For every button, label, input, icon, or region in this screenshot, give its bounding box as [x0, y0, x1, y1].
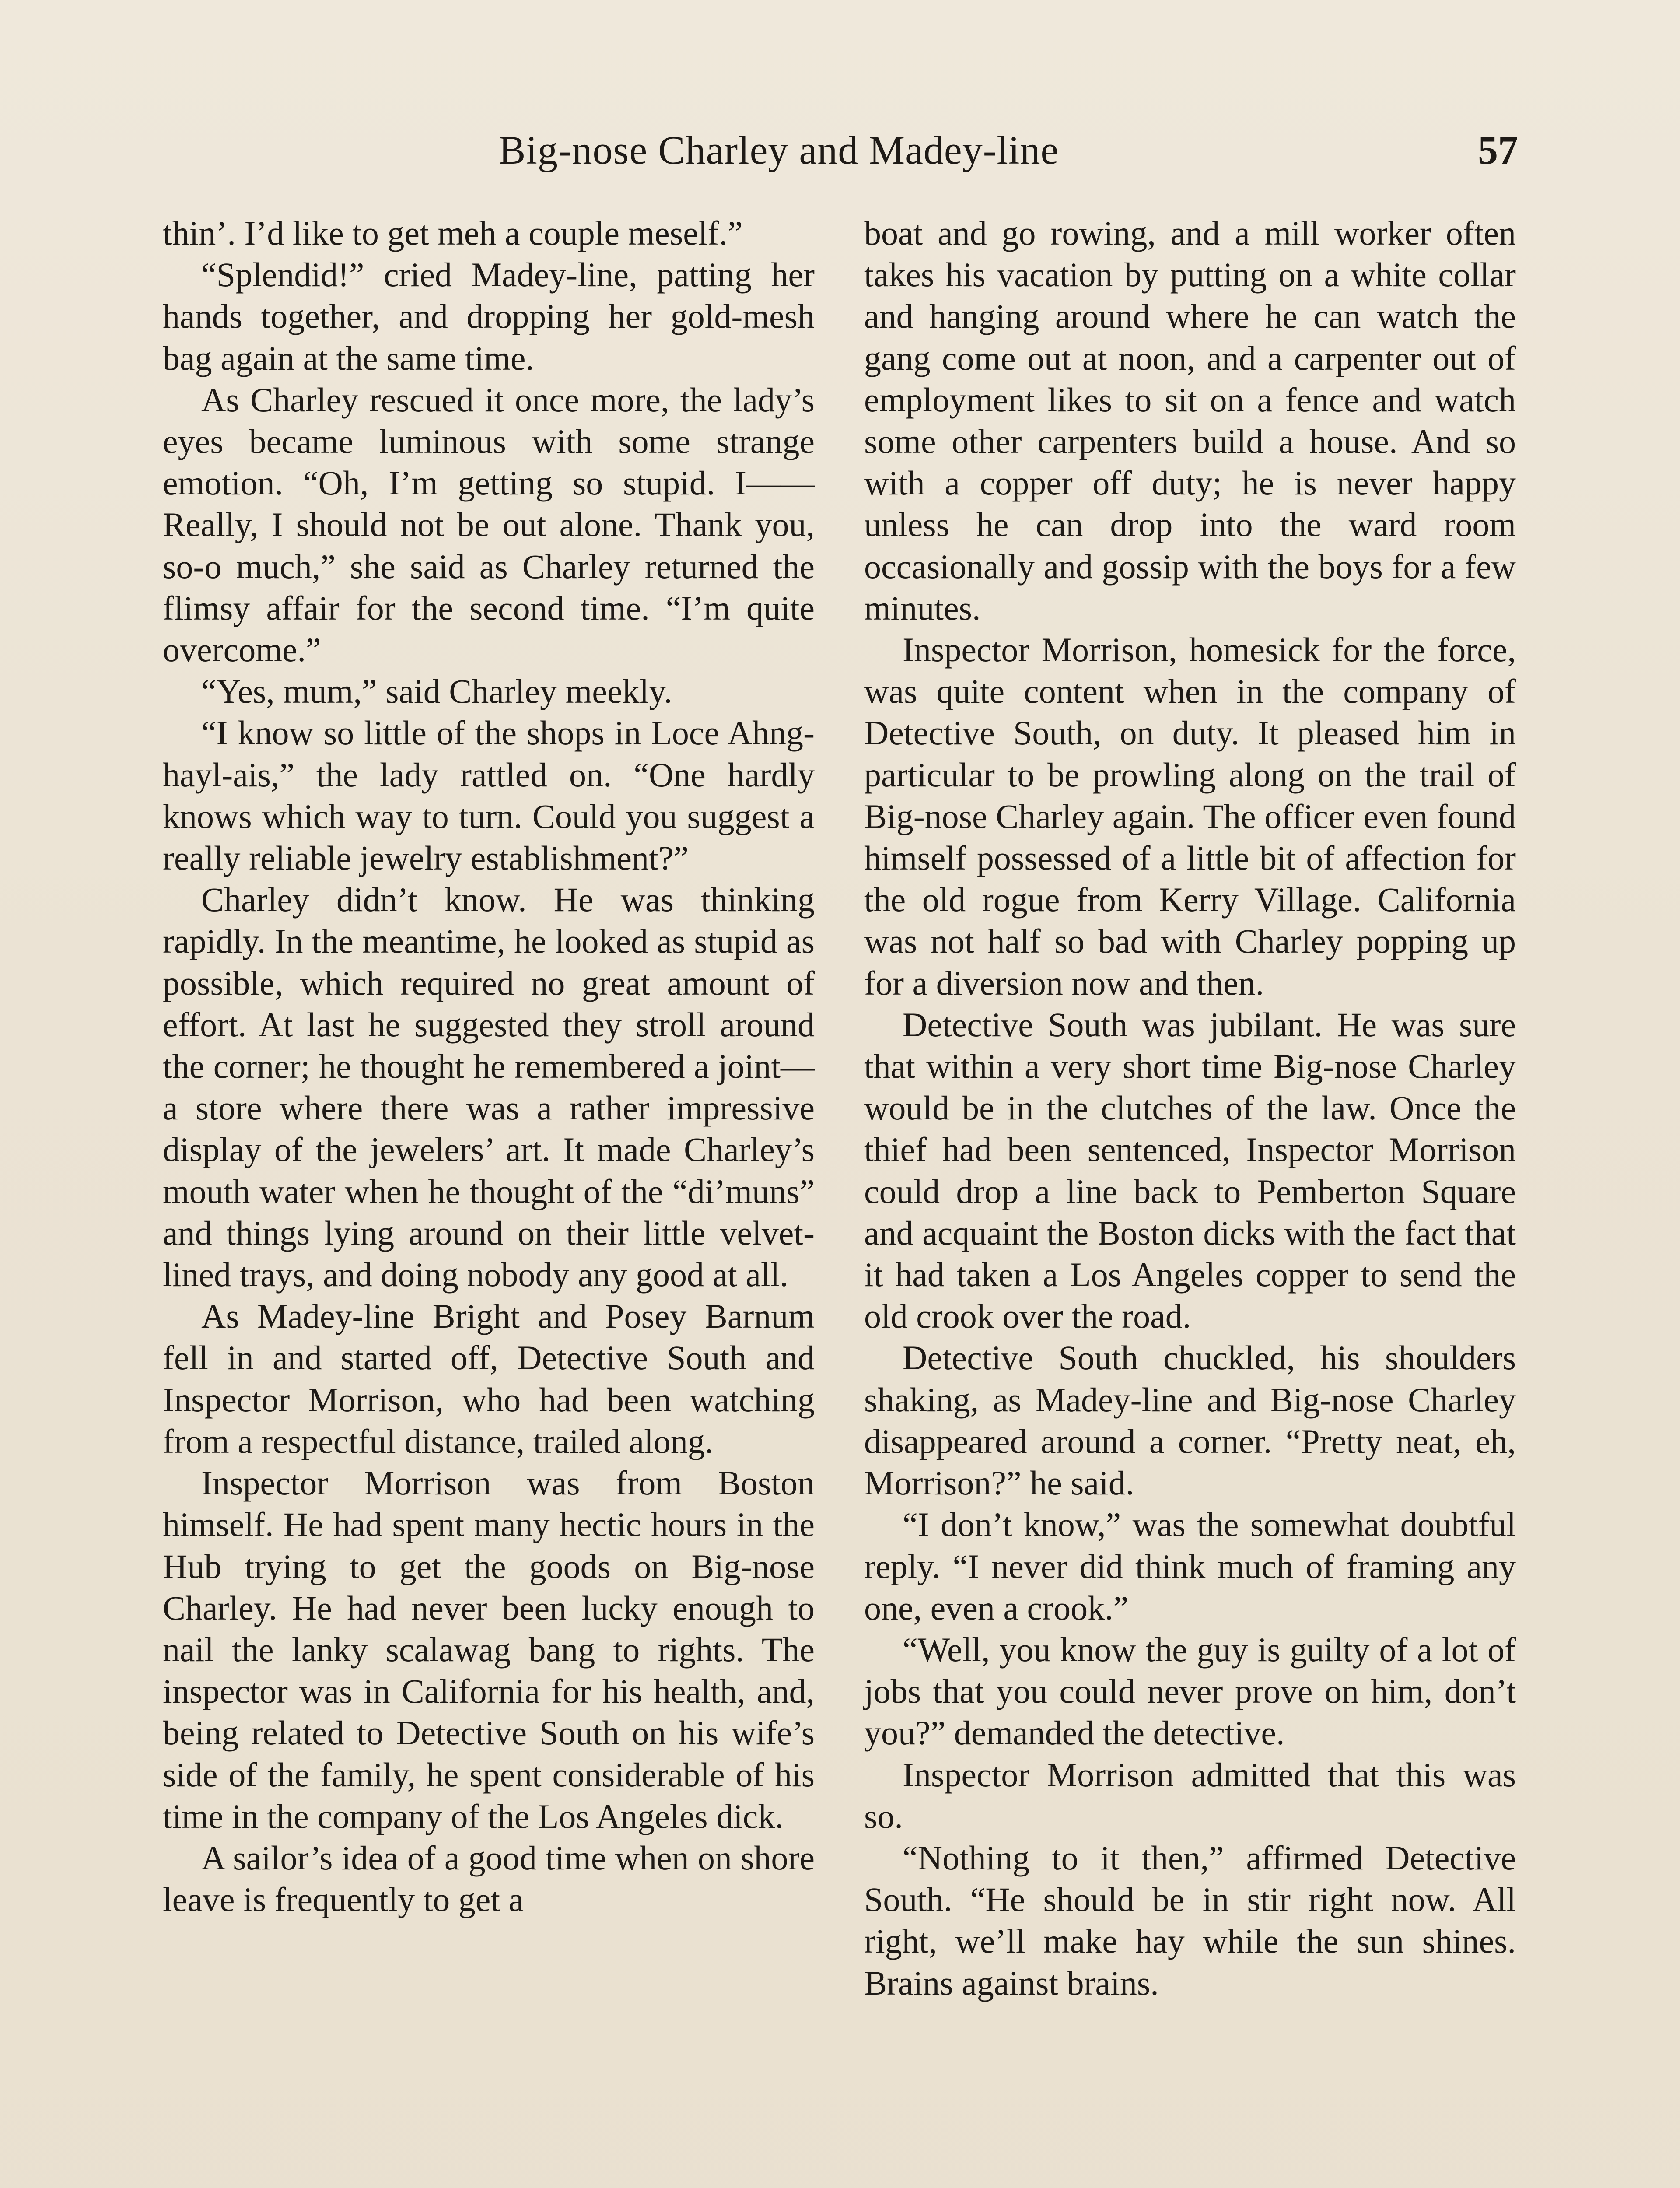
page-number: 57 — [1478, 128, 1518, 172]
paragraph: boat and go rowing, and a mill worker often takes his vacation by putting on a white collar and hanging around where he can watch the gang come out at noon, and a carpenter out of employment likes to sit on a fence and watch some other carpenters build a house. And so with a copper off duty; he is never happy unless he can drop into the ward room occasionally and gossip with the boys for a few minutes. — [864, 214, 1516, 627]
paragraph: “Well, you know the guy is guilty of a lot of jobs that you could never prove on him, don’t you?” demanded the detective. — [864, 1630, 1516, 1752]
paragraph: Charley didn’t know. He was thinking rapidly. In the meantime, he looked as stupid as possible, which required no great amount of effort. At last he suggested they stroll around the corner; he thought he remembered a joint—a store where there was a rather impressive display of the jewelers’ art. It made Charley’s mouth water when he thought of the “di’muns” and things lying around on their little velvet-lined trays, and doing nobody any good at all. — [163, 880, 815, 1294]
right-column — [864, 212, 1516, 2004]
paragraph: “Splendid!” cried Madey-line, patting her hands together, and dropping her gold-mesh bag again at the same time. — [163, 256, 815, 377]
running-title: Big-nose Charley and Madey-line — [499, 128, 1059, 172]
paragraph: Inspector Morrison, homesick for the force, was quite content when in the company of Detective South, on duty. It pleased him in particular to be prowling along on the trail of Big-nose Charley again. The officer even found himself possessed of a little bit of affection for the old rogue from Kerry Village. California was not half so bad with Charley popping up for a diversion now and then. — [864, 631, 1516, 1002]
paragraph: “I know so little of the shops in Loce Ahng-hayl-ais,” the lady rattled on. “One hardly knows which way to turn. Could you suggest a really reliable jewelry establishment?” — [163, 714, 815, 877]
paragraph: “Nothing to it then,” affirmed Detective South. “He should be in stir right now. All right, we’ll make hay while the sun shines. Brains against brains. — [864, 1838, 1516, 2002]
left-column — [163, 212, 815, 1920]
paragraph: thin’. I’d like to get meh a couple meself.” — [163, 214, 743, 252]
paragraph: Inspector Morrison admitted that this was so. — [864, 1755, 1516, 1835]
paragraph: “I don’t know,” was the somewhat doubtful reply. “I never did think much of framing any one, even a crook.” — [864, 1505, 1516, 1627]
paragraph: As Madey-line Bright and Posey Barnum fell in and started off, Detective South and Inspector Morrison, who had been watching from a respectful distance, trailed along. — [163, 1297, 815, 1460]
paragraph: “Yes, mum,” said Charley meekly. — [201, 672, 672, 711]
paragraph: A sailor’s idea of a good time when on shore leave is frequently to get a — [163, 1838, 815, 1919]
paragraph: Inspector Morrison was from Boston himself. He had spent many hectic hours in the Hub trying to get the goods on Big-nose Charley. He had never been lucky enough to nail the lanky scalawag bang to rights. The inspector was in California for his health, and, being related to Detective South on his wife’s side of the family, he spent considerable of his time in the company of the Los Angeles dick. — [163, 1464, 815, 1835]
paragraph: Detective South was jubilant. He was sure that within a very short time Big-nose Charley would be in the clutches of the law. Once the thief had been sentenced, Inspector Morrison could drop a line back to Pemberton Square and acquaint the Boston dicks with the fact that it had taken a Los Angeles copper to send the old crook over the road. — [864, 1005, 1516, 1336]
paragraph: Detective South chuckled, his shoulders shaking, as Madey-line and Big-nose Charley disappeared around a corner. “Pretty neat, eh, Morrison?” he said. — [864, 1339, 1516, 1502]
paragraph: As Charley rescued it once more, the lady’s eyes became luminous with some strange emotion. “Oh, I’m getting so stupid. I—— Really, I should not be out alone. Thank you, so-o much,” she said as Charley returned the flimsy affair for the second time. “I’m quite overcome.” — [163, 380, 815, 669]
page-header — [162, 127, 1518, 184]
